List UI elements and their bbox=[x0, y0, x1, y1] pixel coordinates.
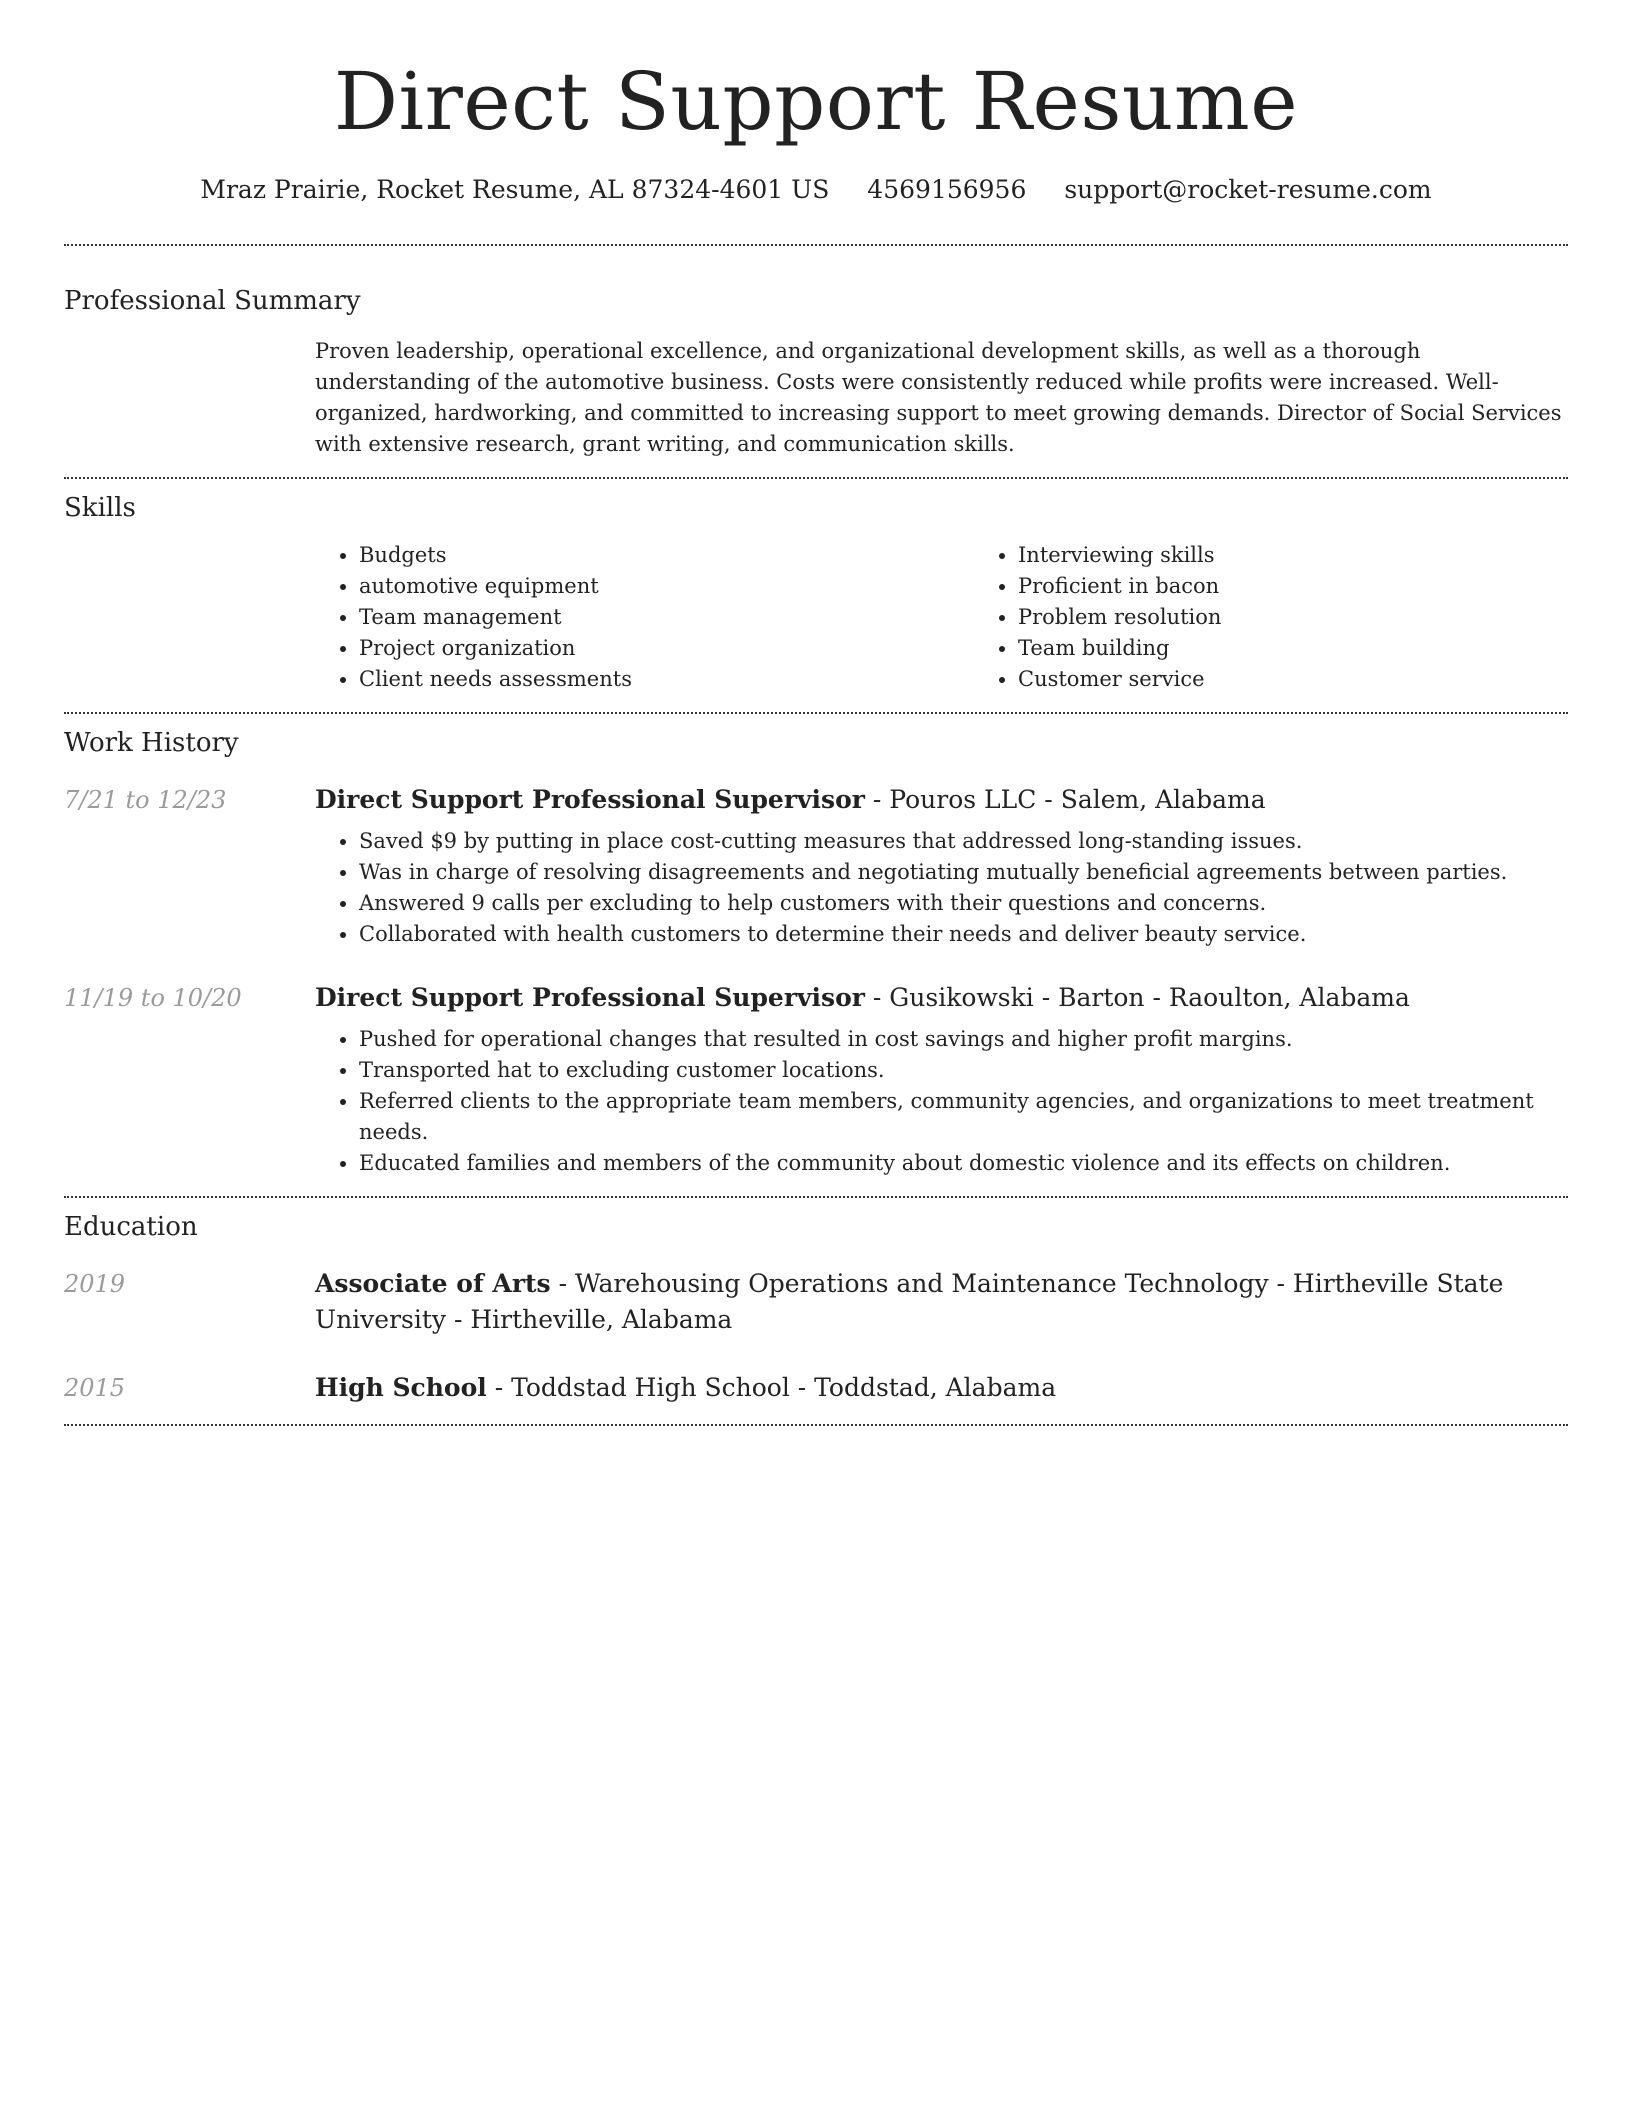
job-bullet: • Collaborated with health customers to determine their needs and deliver beauty service. bbox=[359, 919, 1568, 950]
education-heading: Education bbox=[64, 1212, 198, 1242]
skill-item: • Team building bbox=[1018, 633, 1632, 664]
education-section bbox=[64, 1210, 1568, 1406]
job-details: - Pouros LLC - Salem, Alabama bbox=[864, 785, 1266, 814]
education-entry bbox=[64, 1370, 1568, 1406]
divider bbox=[64, 244, 1568, 246]
education-heading-line bbox=[315, 1370, 1568, 1406]
job-dates: 11/19 to 10/20 bbox=[64, 984, 242, 1012]
job-bullet: • Educated families and members of the community about domestic violence and its effects on children. bbox=[359, 1148, 1568, 1179]
education-entry bbox=[64, 1266, 1568, 1338]
contact-email[interactable]: support@rocket-resume.com bbox=[1064, 175, 1432, 204]
job-role: Direct Support Professional Supervisor bbox=[315, 785, 865, 814]
job-bullet: • Referred clients to the appropriate team members, community agencies, and organizations to meet treatment needs. bbox=[359, 1086, 1568, 1148]
divider bbox=[64, 477, 1568, 479]
job-dates: 7/21 to 12/23 bbox=[64, 786, 227, 814]
job-bullets bbox=[315, 1024, 1568, 1179]
skill-item: • Problem resolution bbox=[1018, 602, 1632, 633]
job-bullet: • Transported hat to excluding customer locations. bbox=[359, 1055, 1568, 1086]
skills-list-left bbox=[315, 540, 974, 695]
job-heading bbox=[315, 980, 1568, 1016]
education-degree: High School bbox=[315, 1373, 487, 1402]
job-role: Direct Support Professional Supervisor bbox=[315, 983, 865, 1012]
summary-text: Proven leadership, operational excellence, and organizational development skills, as well as a thorough understanding of the automotive business. Costs were consistently reduced while profits were increased. Well-organized, hardworking, and committed to increasing support to meet growing demands. Director of Social Services with extensive research, grant writing, and communication skills. bbox=[315, 339, 1562, 456]
job-bullet: • Was in charge of resolving disagreements and negotiating mutually beneficial agreements between parties. bbox=[359, 857, 1568, 888]
work-section bbox=[64, 726, 1568, 1179]
job-bullet: • Pushed for operational changes that resulted in cost savings and higher profit margins. bbox=[359, 1024, 1568, 1055]
skill-item: • Team management bbox=[359, 602, 974, 633]
education-details: - Warehousing Operations and Maintenance Technology - Hirtheville State University - Hirtheville, Alabama bbox=[315, 1269, 1504, 1334]
education-year: 2019 bbox=[64, 1270, 126, 1298]
work-heading: Work History bbox=[64, 728, 239, 758]
education-details: - Toddstad High School - Toddstad, Alabama bbox=[486, 1373, 1057, 1402]
job-entry bbox=[64, 782, 1568, 950]
skill-item: • automotive equipment bbox=[359, 571, 974, 602]
job-bullet: • Answered 9 calls per excluding to help customers with their questions and concerns. bbox=[359, 888, 1568, 919]
skill-item: • Interviewing skills bbox=[1018, 540, 1632, 571]
job-heading bbox=[315, 782, 1568, 818]
job-bullet: • Saved $9 by putting in place cost-cutting measures that addressed long-standing issues. bbox=[359, 826, 1568, 857]
summary-heading: Professional Summary bbox=[64, 286, 361, 316]
resume-title: Direct Support Resume bbox=[333, 55, 1299, 148]
contact-address: Mraz Prairie, Rocket Resume, AL 87324-4601 US bbox=[200, 175, 830, 204]
job-bullets bbox=[315, 826, 1568, 950]
skill-item: • Client needs assessments bbox=[359, 664, 974, 695]
education-heading-line bbox=[315, 1266, 1568, 1338]
job-entry bbox=[64, 980, 1568, 1179]
skill-item: • Budgets bbox=[359, 540, 974, 571]
divider bbox=[64, 712, 1568, 714]
skills-heading: Skills bbox=[64, 493, 136, 523]
divider bbox=[64, 1424, 1568, 1426]
contact-phone: 4569156956 bbox=[867, 175, 1027, 204]
skill-item: • Project organization bbox=[359, 633, 974, 664]
job-details: - Gusikowski - Barton - Raoulton, Alabama bbox=[864, 983, 1410, 1012]
education-degree: Associate of Arts bbox=[315, 1269, 551, 1298]
skill-item: • Proficient in bacon bbox=[1018, 571, 1632, 602]
summary-section bbox=[64, 284, 1568, 460]
education-year: 2015 bbox=[64, 1374, 126, 1402]
divider bbox=[64, 1196, 1568, 1198]
skills-list-right bbox=[974, 540, 1632, 695]
skill-item: • Customer service bbox=[1018, 664, 1632, 695]
contact-line bbox=[64, 172, 1568, 208]
skills-section bbox=[64, 491, 1568, 695]
resume-page bbox=[64, 0, 1568, 1426]
